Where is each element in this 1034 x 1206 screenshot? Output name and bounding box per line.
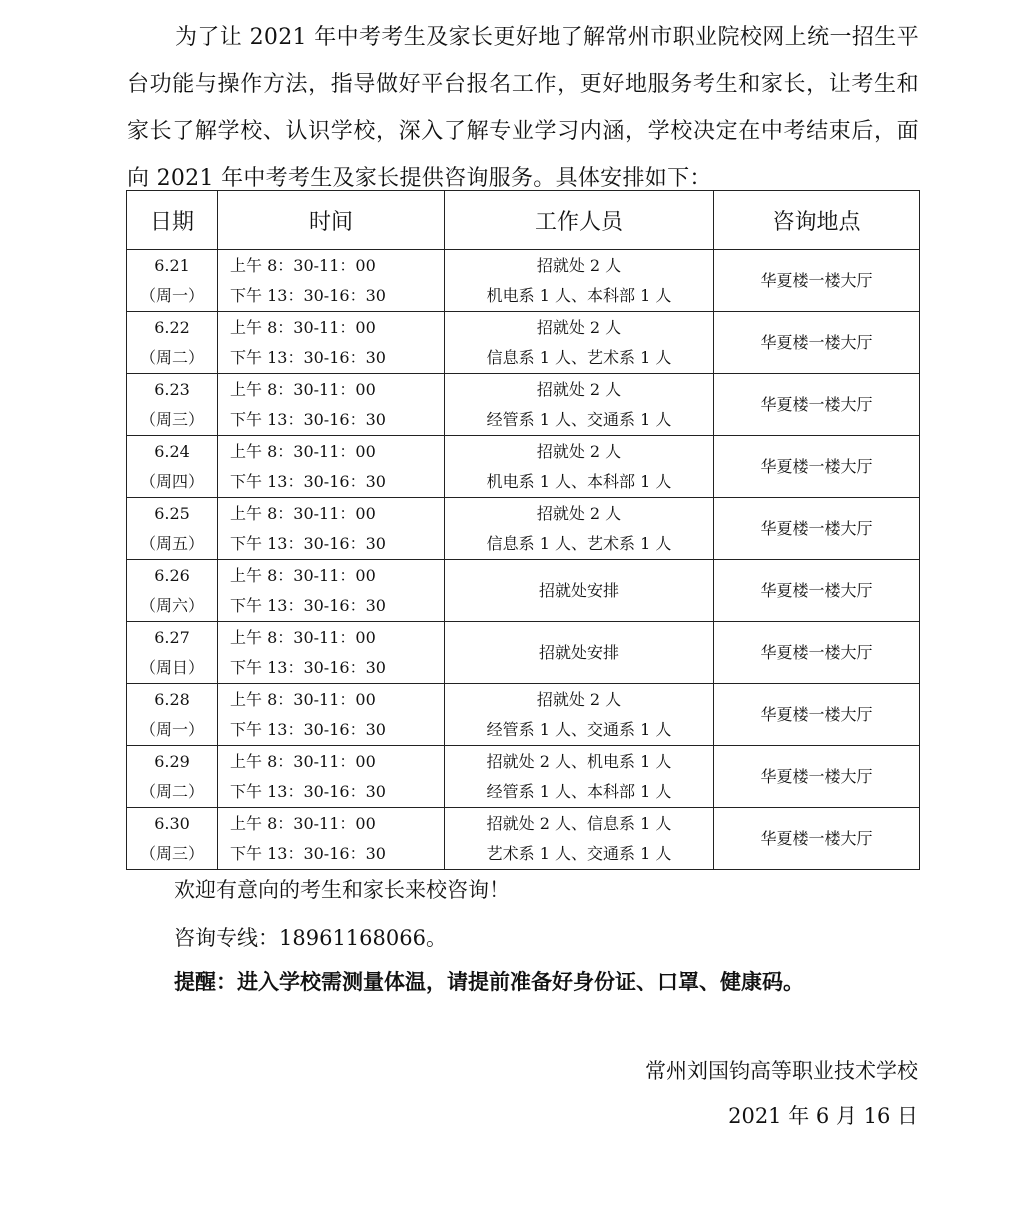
afternoon-time: 下午 13：30-16：30	[230, 533, 386, 553]
weekday-value: （周日）	[139, 657, 204, 677]
table-row	[127, 560, 920, 622]
time-cell	[218, 622, 445, 684]
staff-line-2: 信息系 1 人、艺术系 1 人	[486, 347, 672, 367]
weekday-value: （周五）	[139, 533, 204, 553]
weekday-value: （周三）	[139, 409, 204, 429]
date-value: 6.29	[154, 751, 190, 771]
location-cell	[714, 808, 920, 870]
weekday-value: （周一）	[139, 285, 204, 305]
table-row	[127, 746, 920, 808]
location-value: 华夏楼一楼大厅	[760, 766, 873, 786]
date-value: 6.30	[154, 813, 190, 833]
date-cell	[127, 436, 218, 498]
table-header-row	[127, 191, 920, 250]
table-row	[127, 684, 920, 746]
time-cell	[218, 312, 445, 374]
table-row	[127, 498, 920, 560]
header-date: 日期	[127, 191, 218, 250]
location-cell	[714, 436, 920, 498]
afternoon-time: 下午 13：30-16：30	[230, 719, 386, 739]
table-row	[127, 436, 920, 498]
staff-line-1: 招就处 2 人、机电系 1 人	[486, 751, 672, 771]
table-row	[127, 622, 920, 684]
location-cell	[714, 498, 920, 560]
time-cell	[218, 746, 445, 808]
reminder-text: 提醒：进入学校需测量体温，请提前准备好身份证、口罩、健康码。	[174, 969, 804, 994]
date-cell	[127, 622, 218, 684]
date-cell	[127, 498, 218, 560]
afternoon-time: 下午 13：30-16：30	[230, 781, 386, 801]
time-cell	[218, 374, 445, 436]
date-value: 6.26	[154, 565, 190, 585]
time-cell	[218, 684, 445, 746]
afternoon-time: 下午 13：30-16：30	[230, 595, 386, 615]
location-value: 华夏楼一楼大厅	[760, 332, 873, 352]
table-row	[127, 808, 920, 870]
date-value: 6.28	[154, 689, 190, 709]
header-location: 咨询地点	[714, 191, 920, 250]
time-cell	[218, 250, 445, 312]
location-value: 华夏楼一楼大厅	[760, 828, 873, 848]
date-cell	[127, 746, 218, 808]
date-cell	[127, 250, 218, 312]
staff-line-1: 招就处 2 人	[536, 689, 622, 709]
date-cell	[127, 374, 218, 436]
afternoon-time: 下午 13：30-16：30	[230, 843, 386, 863]
afternoon-time: 下午 13：30-16：30	[230, 285, 386, 305]
staff-cell	[445, 560, 714, 622]
location-value: 华夏楼一楼大厅	[760, 518, 873, 538]
date-value: 6.27	[154, 627, 190, 647]
school-signature: 常州刘国钧高等职业技术学校	[645, 1059, 918, 1083]
staff-line-1: 招就处安排	[538, 642, 619, 662]
staff-line-2: 机电系 1 人、本科部 1 人	[486, 285, 672, 305]
staff-line-1: 招就处 2 人	[536, 379, 622, 399]
weekday-value: （周一）	[139, 719, 204, 739]
header-staff: 工作人员	[445, 191, 714, 250]
staff-cell	[445, 808, 714, 870]
staff-line-1: 招就处 2 人	[536, 441, 622, 461]
time-cell	[218, 436, 445, 498]
staff-line-2: 经管系 1 人、交通系 1 人	[486, 409, 672, 429]
morning-time: 上午 8：30-11：00	[230, 379, 376, 399]
date-value: 6.25	[154, 503, 190, 523]
schedule-table	[126, 190, 920, 870]
time-cell	[218, 498, 445, 560]
date-value: 6.22	[154, 317, 190, 337]
staff-line-2: 经管系 1 人、交通系 1 人	[486, 719, 672, 739]
table-row	[127, 374, 920, 436]
afternoon-time: 下午 13：30-16：30	[230, 657, 386, 677]
weekday-value: （周二）	[139, 781, 204, 801]
staff-cell	[445, 312, 714, 374]
morning-time: 上午 8：30-11：00	[230, 627, 376, 647]
weekday-value: （周三）	[139, 843, 204, 863]
header-time: 时间	[218, 191, 445, 250]
morning-time: 上午 8：30-11：00	[230, 317, 376, 337]
staff-cell	[445, 684, 714, 746]
signature-date: 2021 年 6 月 16 日	[728, 1104, 918, 1128]
date-value: 6.21	[154, 255, 190, 275]
morning-time: 上午 8：30-11：00	[230, 255, 376, 275]
staff-line-1: 招就处 2 人	[536, 503, 622, 523]
location-value: 华夏楼一楼大厅	[760, 456, 873, 476]
location-cell	[714, 622, 920, 684]
morning-time: 上午 8：30-11：00	[230, 689, 376, 709]
location-cell	[714, 746, 920, 808]
hotline-text: 咨询专线：18961168066。	[174, 926, 447, 950]
date-value: 6.23	[154, 379, 190, 399]
afternoon-time: 下午 13：30-16：30	[230, 347, 386, 367]
staff-line-1: 招就处 2 人	[536, 317, 622, 337]
staff-cell	[445, 498, 714, 560]
schedule-body	[127, 250, 920, 870]
date-cell	[127, 560, 218, 622]
staff-line-1: 招就处 2 人	[536, 255, 622, 275]
weekday-value: （周二）	[139, 347, 204, 367]
date-value: 6.24	[154, 441, 190, 461]
morning-time: 上午 8：30-11：00	[230, 503, 376, 523]
date-cell	[127, 684, 218, 746]
morning-time: 上午 8：30-11：00	[230, 813, 376, 833]
location-value: 华夏楼一楼大厅	[760, 580, 873, 600]
location-cell	[714, 312, 920, 374]
date-cell	[127, 808, 218, 870]
location-cell	[714, 374, 920, 436]
staff-cell	[445, 746, 714, 808]
welcome-text: 欢迎有意向的考生和家长来校咨询！	[174, 878, 510, 902]
staff-line-2: 信息系 1 人、艺术系 1 人	[486, 533, 672, 553]
location-value: 华夏楼一楼大厅	[760, 270, 873, 290]
weekday-value: （周六）	[139, 595, 204, 615]
afternoon-time: 下午 13：30-16：30	[230, 471, 386, 491]
intro-paragraph: 为了让 2021 年中考考生及家长更好地了解常州市职业院校网上统一招生平台功能与操作方法，指导做好平台报名工作，更好地服务考生和家长，让考生和家长了解学校、认识学校，深入了解专业学习内涵，学校决定在中考结束后，面向 2021 年中考考生及家长提供咨询服务。具体安排如下：	[127, 25, 919, 191]
staff-line-2: 经管系 1 人、本科部 1 人	[486, 781, 672, 801]
time-cell	[218, 560, 445, 622]
staff-line-2: 机电系 1 人、本科部 1 人	[486, 471, 672, 491]
staff-line-2: 艺术系 1 人、交通系 1 人	[486, 843, 672, 863]
afternoon-time: 下午 13：30-16：30	[230, 409, 386, 429]
date-cell	[127, 312, 218, 374]
table-row	[127, 312, 920, 374]
morning-time: 上午 8：30-11：00	[230, 441, 376, 461]
location-cell	[714, 560, 920, 622]
staff-line-1: 招就处安排	[538, 580, 619, 600]
time-cell	[218, 808, 445, 870]
staff-cell	[445, 374, 714, 436]
morning-time: 上午 8：30-11：00	[230, 751, 376, 771]
staff-cell	[445, 250, 714, 312]
morning-time: 上午 8：30-11：00	[230, 565, 376, 585]
staff-line-1: 招就处 2 人、信息系 1 人	[486, 813, 672, 833]
weekday-value: （周四）	[139, 471, 204, 491]
location-value: 华夏楼一楼大厅	[760, 394, 873, 414]
location-cell	[714, 250, 920, 312]
location-value: 华夏楼一楼大厅	[760, 704, 873, 724]
staff-cell	[445, 436, 714, 498]
table-row	[127, 250, 920, 312]
staff-cell	[445, 622, 714, 684]
location-value: 华夏楼一楼大厅	[760, 642, 873, 662]
location-cell	[714, 684, 920, 746]
